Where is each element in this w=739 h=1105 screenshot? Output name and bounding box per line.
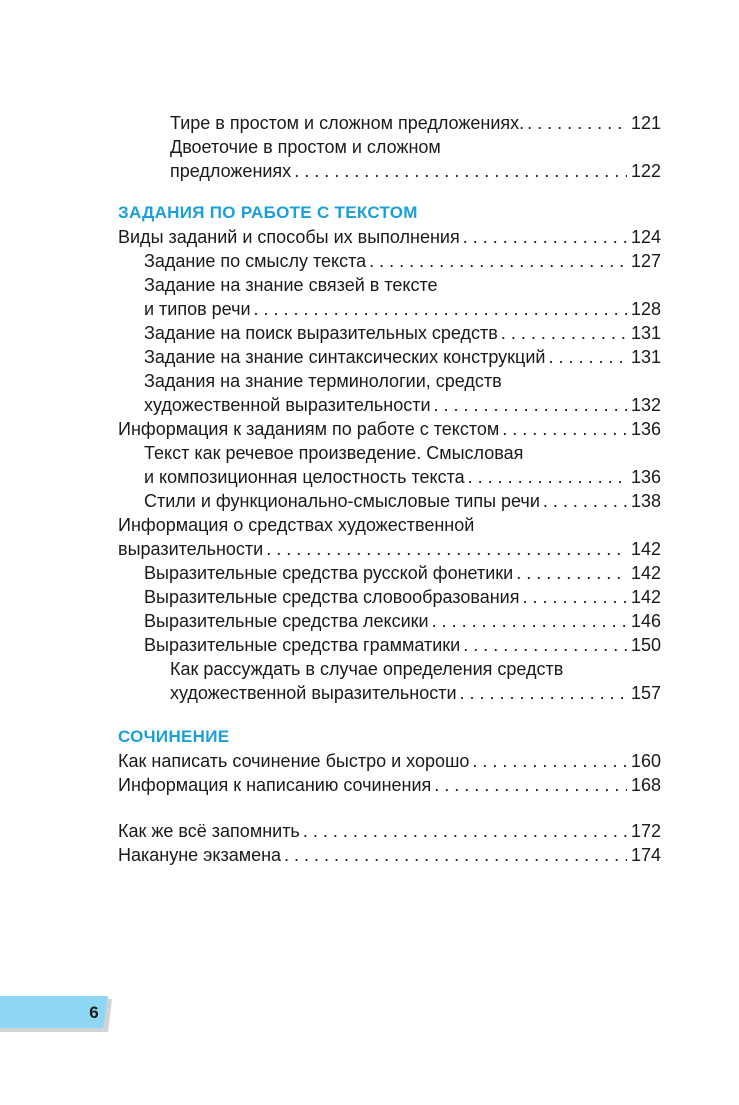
toc-entry-line: Как рассуждать в случае определения средств	[170, 659, 564, 679]
table-of-contents	[118, 111, 661, 867]
toc-entry-line: Текст как речевое произведение. Смысловая	[144, 443, 524, 463]
dot-leader	[303, 819, 627, 843]
dot-leader	[369, 249, 627, 273]
toc-entry: художественной выразительности . . . 157	[118, 681, 661, 705]
dot-leader	[516, 561, 627, 585]
dot-leader	[468, 465, 627, 489]
dot-leader	[463, 225, 627, 249]
toc-entry: и композиционная целостность текста . . . 136	[118, 465, 661, 489]
toc-entry: Выразительные средства лексики . . . 146	[118, 609, 661, 633]
toc-entry: Тире в простом и сложном предложениях. . . . 121	[118, 111, 661, 135]
toc-entry: Выразительные средства словообразования . . . 142	[118, 585, 661, 609]
dot-leader	[266, 537, 627, 561]
toc-entry: Накануне экзамена . . . 174	[118, 843, 661, 867]
toc-entry: Выразительные средства грамматики . . . 150	[118, 633, 661, 657]
dot-leader	[463, 633, 627, 657]
toc-entry-line: Двоеточие в простом и сложном	[170, 137, 441, 157]
toc-entry: Информация к заданиям по работе с текстом . . . 136	[118, 417, 661, 441]
toc-entry: Задание на знание синтаксических конструкций . . . 131	[118, 345, 661, 369]
dot-leader	[527, 111, 627, 135]
toc-entry-line: Задание на знание связей в тексте	[144, 275, 438, 295]
toc-entry: художественной выразительности . . . 132	[118, 393, 661, 417]
dot-leader	[543, 489, 627, 513]
toc-entry-line: Информация о средствах художественной	[118, 515, 475, 535]
toc-entry: предложениях . . . 122	[118, 159, 661, 183]
toc-entry: Виды заданий и способы их выполнения . . . 124	[118, 225, 661, 249]
dot-leader	[432, 609, 627, 633]
dot-leader	[502, 417, 627, 441]
toc-entry: и типов речи . . . 128	[118, 297, 661, 321]
dot-leader	[254, 297, 627, 321]
toc-entry: Информация к написанию сочинения . . . 168	[118, 773, 661, 797]
dot-leader	[548, 345, 627, 369]
toc-entry-line: Задания на знание терминологии, средств	[144, 371, 502, 391]
section-heading-text-tasks: ЗАДАНИЯ ПО РАБОТЕ С ТЕКСТОМ	[118, 203, 418, 222]
dot-leader	[284, 843, 627, 867]
toc-entry: Задание по смыслу текста . . . 127	[118, 249, 661, 273]
dot-leader	[460, 681, 627, 705]
page-number: 6	[89, 1003, 99, 1022]
toc-entry: Задание на поиск выразительных средств . . . 131	[118, 321, 661, 345]
toc-entry: Как написать сочинение быстро и хорошо . . . 160	[118, 749, 661, 773]
dot-leader	[434, 393, 627, 417]
dot-leader	[472, 749, 627, 773]
dot-leader	[434, 773, 627, 797]
dot-leader	[501, 321, 627, 345]
dot-leader	[522, 585, 627, 609]
toc-entry: Выразительные средства русской фонетики . . . 142	[118, 561, 661, 585]
toc-entry: Стили и функционально-смысловые типы речи . . . 138	[118, 489, 661, 513]
toc-entry: выразительности . . . 142	[118, 537, 661, 561]
dot-leader	[294, 159, 627, 183]
toc-entry: Как же всё запомнить . . . 172	[118, 819, 661, 843]
section-heading-essay: СОЧИНЕНИЕ	[118, 727, 230, 746]
